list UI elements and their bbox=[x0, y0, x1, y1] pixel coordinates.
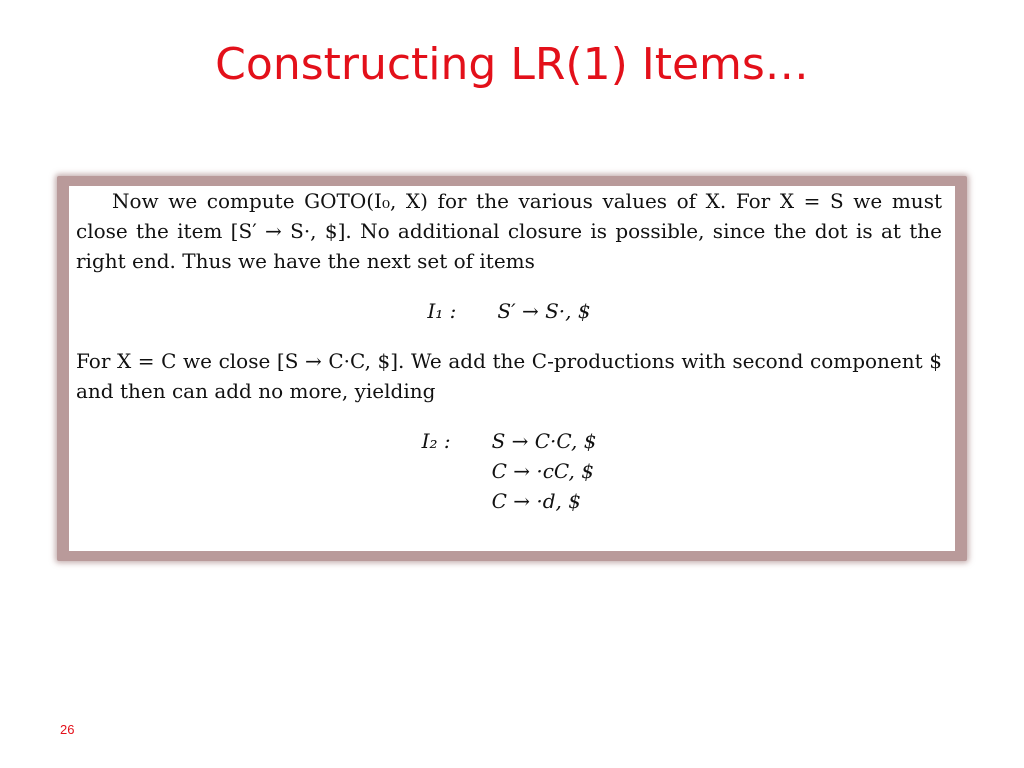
item-set-name: I₁ : bbox=[427, 299, 457, 323]
page-number: 26 bbox=[60, 722, 75, 737]
excerpt-frame bbox=[57, 176, 967, 561]
item-production: S′ → S·, $ bbox=[497, 299, 591, 323]
paragraph-close: For X = C we close [S → C·C, $]. We add the C-productions with second component $ and then can add no more, yielding bbox=[76, 349, 942, 403]
item-set-i1 bbox=[76, 296, 942, 326]
paragraph-goto: Now we compute GOTO(I₀, X) for the various values of X. For X = S we must close the item [S′ → S·, $]. No additional closure is possible, since the dot is at the right end. Thus we have the next set of items bbox=[76, 189, 942, 273]
excerpt-content bbox=[76, 186, 942, 536]
item-set-row bbox=[422, 486, 597, 516]
item-production: C → ·d, $ bbox=[491, 489, 581, 513]
item-set-row bbox=[427, 296, 590, 326]
slide-title: Constructing LR(1) Items… bbox=[215, 39, 809, 90]
item-set-row bbox=[422, 426, 597, 456]
item-set-name: I₂ : bbox=[421, 429, 451, 453]
item-set-row bbox=[422, 456, 597, 486]
item-set-i2 bbox=[76, 426, 942, 516]
item-production: C → ·cC, $ bbox=[491, 459, 594, 483]
excerpt-panel bbox=[69, 186, 955, 551]
item-production: S → C·C, $ bbox=[491, 429, 597, 453]
